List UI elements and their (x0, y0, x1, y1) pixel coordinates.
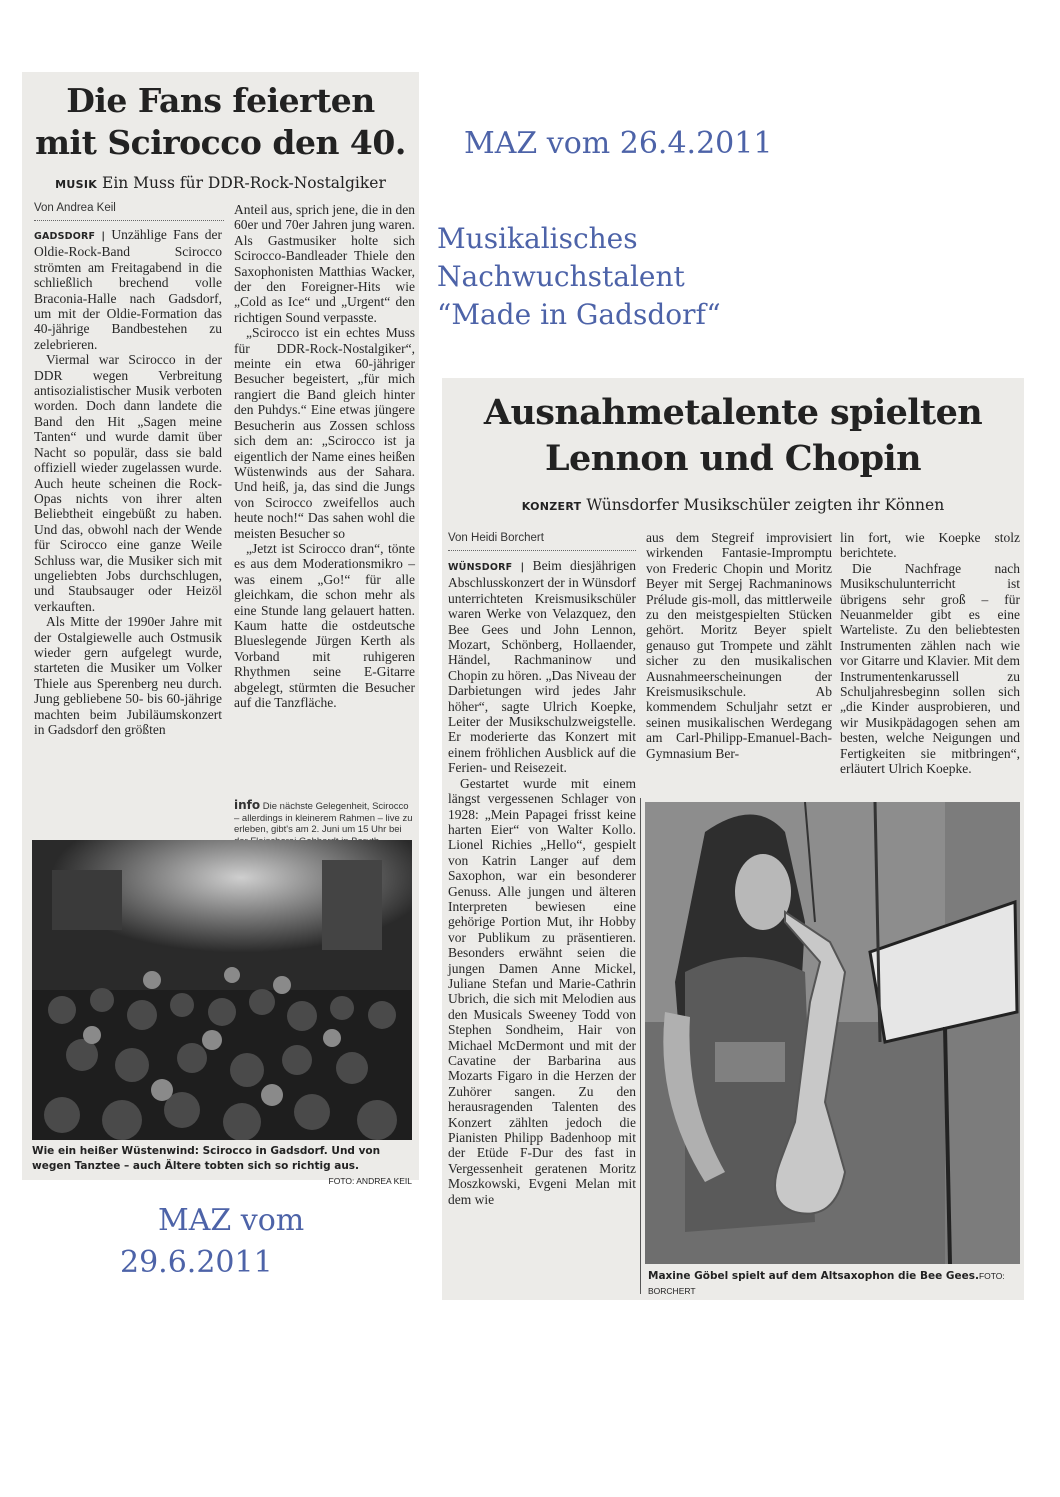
article2-headline: Ausnahmetalente spielten Lennon und Chopin (483, 392, 983, 479)
article1-concert-photo (32, 840, 412, 1140)
article2-subheadline: KONZERT Wünsdorfer Musikschüler zeigten ihr Können (521, 496, 945, 514)
article2-column-3: lin fort, wie Koepke stolz berichtete. Die Nachfrage nach Musikschulunterricht ist übrigens sehr groß – für Neuanmelder gibt es eine Warteliste. Zu den beliebtesten Instrumenten zählen nach wie vor Gitarre und Klavier. Mit dem Instrumentenkarussell zu Schuljahresbeginn sollen sich „die Kinder ausprobieren, und wir Musikpädagogen sehen am besten, welche Neigungen und Fertigkeiten sie mitbringen“, erläutert Ulrich Koepke. (840, 530, 1020, 777)
article1-info-box: info Die nächste Gelegenheit, Scirocco – allerdings in kleinerem Rahmen – live zu erleben, gibt's am 2. Juni um 15 Uhr bei (234, 798, 413, 835)
article1-headline: Die Fans feierten mit Scirocco den 40. (35, 81, 406, 162)
article2-byline: Von Heidi Borchert (448, 532, 544, 544)
article1-kicker: MUSIK (55, 178, 98, 191)
article1-column-2: Anteil aus, sprich jene, die in den 60er und 70er Jahren jung waren. Als Gastmusiker holte sich Scirocco-Bandleader Thiele den Saxophonisten Matthias Wacker, der den Foreigner-Hits wie „Cold as Ice“ und „Urgent“ den richtigen Sound verpasste. „Scirocco ist ein echtes Muss für DDR-Rock-Nostalgiker“, meinte ein etwa 60-jähriger Besucher begeistert, „für mich rangiert die Band gleich hinter den Puhdys.“ Eine etwas jüngere Besucherin aus Zossen schloss sich dem an: „Scirocco ist ja eigentlich der Name eines heißen Wüstenwinds aus der Sahara. Und heiß, ja, das sind die Jungs von Scirocco zweifellos auch heute noch!“ Das sahen wohl die meisten Besucher so „Jetzt ist Scirocco dran“, tönte es aus dem Moderationsmikro – was einem „Go!“ für alle gleichkam, die schon mehr als eine Stunde lang gelauert hatten. Kaum hatte die ostdeutsche Blueslegende Jürgen Kerth als Vorband mit ruhigeren Rhythmen seine E-Gitarre abgelegt, stürmten die Besucher auf die Tanzfläche. (234, 202, 415, 710)
maz-date-label-2-line2: 29.6.2011 (120, 1245, 273, 1280)
article1-photo-credit: FOTO: ANDREA KEIL (328, 1176, 412, 1186)
article2-photo-credit: FOTO: BORCHERT (648, 1271, 1005, 1296)
column-rule (640, 798, 641, 1294)
article2-dateline: WÜNSDORF | (448, 562, 525, 573)
concert-crowd-image (32, 840, 412, 1140)
article1-dateline: GADSDORF | (34, 231, 106, 242)
article-musikschule-clipping (442, 378, 1024, 1300)
maz-date-label-2-line1: MAZ vom (158, 1203, 305, 1238)
article1-column-1: GADSDORF | Unzählige Fans der Oldie-Rock-Band Scirocco strömten am Freitagabend in die schließlich brechend volle Braconia-Halle nach Gadsdorf, um mit der Oldie-Formation das 40-jährige Bandbestehen zu zelebrieren. Viermal war Scirocco in der DDR wegen Verbreitung antisozialistischer Musik verboten worden. Doch dann landete die Band den Hit „Sagen meine Tanten“ und wurde damit über Nacht so populär, dass sie bald offiziell wieder zugelassen wurde. Auch heute scheinen die Rock-Opas nichts von ihrer alten Beliebtheit eingebüßt zu haben. Und das, obwohl nach der Wende für Scirocco eine ganze Weile Schluss war, die Musiker sich mit ungeliebten Jobs durchschlugen, und Staubsauger oder Heizöl verkauften. Als Mitte der 1990er Jahre mit der Ostalgiewelle auch Ostmusik wieder gern aufgelegt wurde, starteten die Musiker um Volker Thiele aus Sperenberg neu durch. Jung gebliebene 50- bis 60-jährige machten beim Jubiläumskonzert in Gadsdorf den größten (34, 227, 223, 737)
byline-divider (34, 220, 224, 221)
article1-byline: Von Andrea Keil (34, 202, 116, 214)
article1-caption: Wie ein heißer Wüstenwind: Scirocco in Gadsdorf. Und von wegen Tanztee – auch Ältere tobten sich so richtig aus. FOTO: ANDREA KEIL (32, 1144, 412, 1189)
article1-subheadline: MUSIK Ein Muss für DDR-Rock-Nostalgiker (55, 174, 386, 192)
article2-column-1: WÜNSDORF | Beim diesjährigen Abschlusskonzert der in Wünsdorf unterrichteten Kreismusikschüler waren Werke von Velazquez, den Bee Gees und John Lennon, Mozart, Schönberg, Hollaender, Händel, Rachmaninow und Chopin zu hören. „Das Niveau der Darbietungen wird jedes Jahr höher“, sagte Ulrich Koepke, Leiter der Musikschulzweigstelle. Er moderierte das Konzert mit einem fröhlichen Ausblick auf die Ferien- und Reisezeit. Gestartet wurde mit einem längst vergessenen Schlager von 1928: „Mein Papagei frisst keine harten Eier“ von Walter Kollo. Lionel Richies „Hello“, gespielt von Katrin Langer auf dem Saxophon, war ein besonderer Genuss. Alle jungen und älteren Interpreten bewiesen eine gehörige Portion Mut, ihr Hobby vor Publikum zu präsentieren. Besonders erwähnt seien die jungen Damen Anne Mickel, Juliane Stefan und Marie-Cathrin Ubrich, die sich mit Melodien aus den Musicals Sweeney Todd von Stephen Sondheim, Hair von Michael McDermont und mit der Cavatine der Barbarina aus Mozarts Figaro in die Herzen der Zuhörer sangen. Zu den herausragenden Talenten des Konzert zählten jedoch die Pianisten Philipp Badenhoop mit der Etüde F-Dur des fast in Vergessenheit geratenen Moritz Moszkowski, Evgeni Melan mit dem wie (448, 558, 636, 1207)
byline-divider (448, 550, 636, 551)
article2-kicker: KONZERT (521, 500, 582, 513)
info-label: info (234, 798, 261, 812)
article2-column-2: aus dem Stegreif improvisiert wirkenden Fantasie-Impromptu von Frederic Chopin und Moritz Beyer mit Sergej Rachmaninows Prélude gis-moll, das mittlerweile zu den meistgespielten Stücken gehört. Moritz Beyer spielt genauso gut Trompete und zählt sicher zu den musikalischen Ausnahmeerscheinungen der Kreismusikschule. Ab kommendem Schuljahr setzt er seinen musikalischen Werdegang am Carl-Philipp-Emanuel-Bach-Gymnasium Ber- (646, 530, 832, 761)
maz-date-label-1: MAZ vom 26.4.2011 (464, 126, 773, 161)
tagline: Musikalisches Nachwuchstalent “Made in Gadsdorf“ (437, 222, 721, 331)
article2-saxophone-photo (645, 802, 1020, 1264)
article-scirocco-clipping (22, 72, 419, 1186)
article2-caption: Maxine Göbel spielt auf dem Altsaxophon die Bee Gees.FOTO: BORCHERT (648, 1270, 1005, 1296)
saxophonist-image (645, 802, 1020, 1264)
